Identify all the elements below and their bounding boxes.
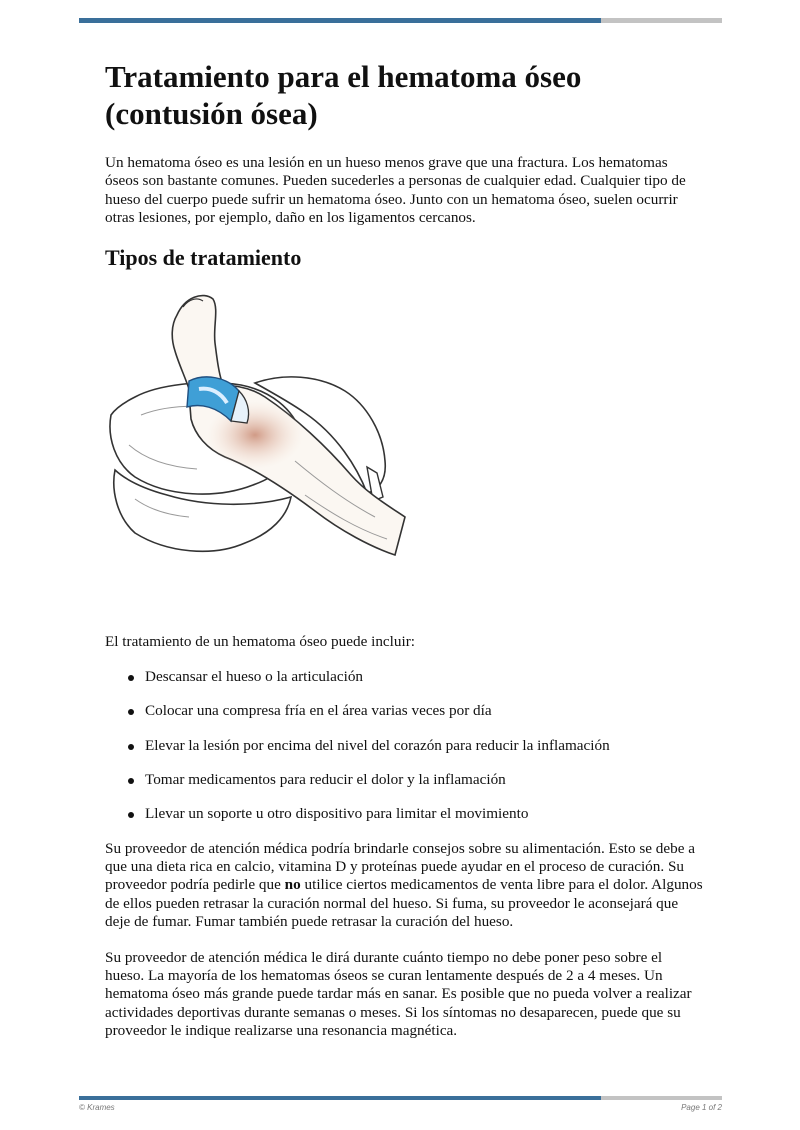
top-accent-bar-gray	[601, 18, 722, 23]
list-item	[105, 668, 705, 686]
bullet-icon	[128, 744, 134, 750]
list-item	[105, 805, 705, 823]
list-item	[105, 737, 705, 755]
top-accent-bar-blue	[79, 18, 601, 23]
list-item-text: Elevar la lesión por encima del nivel del corazón para reducir la inflamación	[145, 736, 610, 754]
treatment-list	[105, 668, 705, 823]
footer-copyright: © Krames	[79, 1103, 115, 1112]
footer-page-number: Page 1 of 2	[681, 1103, 722, 1112]
list-item-text: Colocar una compresa fría en el área varias veces por día	[145, 702, 492, 720]
bullet-icon	[128, 709, 134, 715]
list-item-text: Descansar el hueso o la articulación	[145, 668, 364, 686]
bottom-accent-bar-blue	[79, 1096, 601, 1100]
diet-advice-text-end: utilice ciertos medicamentos de venta libre para el dolor. Algunos de ellos pueden retrasar la curación normal del hueso. Si fuma, su proveedor le aconsejará que deje de fumar. Fumar también puede retrasar la curación del hueso.	[105, 876, 703, 931]
list-item	[105, 771, 705, 789]
top-accent-bar	[79, 18, 722, 23]
diet-advice-paragraph	[105, 840, 705, 932]
document-content	[105, 58, 705, 1058]
section-heading: Tipos de tratamiento	[105, 244, 302, 270]
bullet-icon	[128, 778, 134, 784]
bullet-icon	[128, 812, 134, 818]
diet-advice-emphasis: no	[284, 876, 301, 894]
recovery-paragraph: Su proveedor de atención médica le dirá durante cuánto tiempo no debe poner peso sobre el hueso. La mayoría de los hematomas óseos se curan lentamente después de 2 a 4 meses. Un hematoma óseo más grande puede tardar más en sanar. Es posible que no pueda volver a realizar actividades deportivas durante semanas o meses. Si los síntomas no desaparecen, puede que su proveedor le indique realizarse una resonancia magnética.	[105, 948, 692, 1040]
list-item-text: Llevar un soporte u otro dispositivo para limitar el movimiento	[145, 805, 529, 823]
bottom-accent-bar	[79, 1096, 722, 1100]
page-title: Tratamiento para el hematoma óseo (contusión ósea)	[105, 59, 582, 131]
list-item-text: Tomar medicamentos para reducir el dolor y la inflamación	[145, 770, 506, 788]
list-item	[105, 702, 705, 720]
treatment-list-intro: El tratamiento de un hematoma óseo puede incluir:	[105, 632, 415, 650]
bullet-icon	[128, 675, 134, 681]
leg-elevated-on-pillows-with-ice-pack-illustration	[105, 285, 425, 605]
diet-advice-text-start: Su proveedor de atención médica podría brindarle consejos sobre su alimentación. Esto se debe a que una dieta rica en calcio, vitamina D y proteínas puede ayudar en el proceso de curación. Su proveedor podría pedirle que	[105, 839, 696, 894]
intro-paragraph: Un hematoma óseo es una lesión en un hueso menos grave que una fractura. Los hematomas óseos son bastante comunes. Pueden sucederles a personas de cualquier edad. Cualquier tipo de hueso del cuerpo puede sufrir un hematoma óseo. Junto con un hematoma óseo, suelen ocurrir otras lesiones, por ejemplo, daño en los ligamentos cercanos.	[105, 154, 686, 227]
bottom-accent-bar-gray	[601, 1096, 722, 1100]
